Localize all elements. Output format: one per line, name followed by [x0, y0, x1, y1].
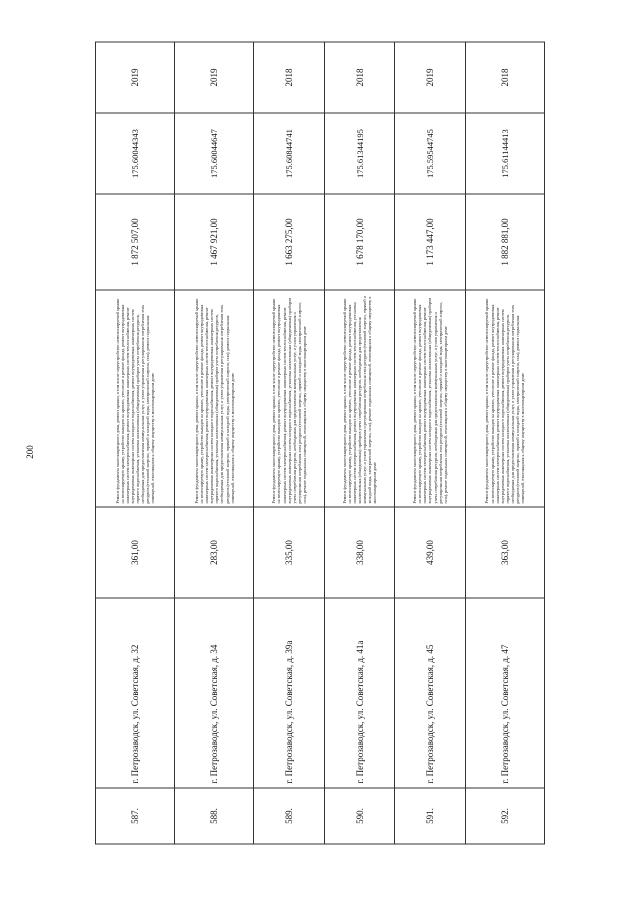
- unit-cost-value: 175.61344195: [324, 113, 394, 194]
- works-list: Ремонт фундамента многоквартирного дома, ремонт крыши, в том числе переустройство невентилируемой крыши на вентилируемую крышу, устройство выходов на кровлю, утепление и ремонт фасада, ремонт внутридомовых инженерных систем электроснабжения, ремонт внутридомовых инженерных систем теплоснабжения, ремонт внутридомовых инженерных систем холодного водоснабжения, установка коллективных (общедомовых) приборов учета потребления ресурсов, необходимых для предоставления коммунальных услуг, и узлов управления и регулирования потребления этих ресурсов (тепловой энергии, горячей и холодной воды, электрической энергии, газа), ремонт подвальных помещений, относящихся к общему имуществу в многоквартирном доме: [412, 297, 448, 504]
- area-value: 439,00: [395, 507, 465, 598]
- row-number: 592.: [465, 788, 544, 844]
- area-value: 361,00: [96, 507, 175, 598]
- cost-value: 1 882 881,00: [465, 194, 544, 290]
- works-list: Ремонт фундамента многоквартирного дома, ремонт крыши, в том числе переустройство невентилируемой крыши на вентилируемую крышу, устройство выходов на кровлю, утепление и ремонт фасада, ремонт внутридомовых инженерных систем электроснабжения, ремонт внутридомовых инженерных систем теплоснабжения, установка коллективных (общедомовых) приборов учета потребления ресурсов, необходимых для предоставления коммунальных услуг, и узлов управления и регулирования потребления этих ресурсов (тепловой энергии, горячей и холодной воды, электрической энергии, газа), ремонт подвальных помещений, относящихся к общему имуществу в многоквартирном доме: [341, 296, 378, 504]
- cost-value: 1 678 170,00: [324, 194, 394, 290]
- table-row: [96, 42, 175, 844]
- works-cell: [395, 290, 465, 507]
- house-address: г. Петрозаводск, ул. Советская, д. 32: [96, 598, 175, 788]
- works-list: Ремонт фундамента многоквартирного дома, ремонт крыши, в том числе переустройство невентилируемой крыши на вентилируемую крышу, устройство выходов на кровлю, утепление и ремонт фасада, ремонт внутридомовых инженерных систем электроснабжения, ремонт внутридомовых инженерных систем теплоснабжения, ремонт внутридомовых инженерных систем холодного водоснабжения, ремонт внутридомовых инженерных систем горячего водоснабжения, установка коллективных (общедомовых) приборов учета потребления ресурсов, необходимых для предоставления коммунальных услуг, и узлов управления и регулирования потребления этих ресурсов (тепловой энергии, горячей и холодной воды, электрической энергии, газа), ремонт подвальных помещений, относящихся к общему имуществу в многоквартирном доме: [484, 298, 526, 504]
- unit-cost-value: 175.59544745: [395, 113, 465, 194]
- house-address: г. Петрозаводск, ул. Советская, д. 41а: [324, 598, 394, 788]
- year-value: 2019: [96, 42, 175, 113]
- year-value: 2019: [395, 42, 465, 113]
- year-value: 2019: [175, 42, 254, 113]
- works-list: Ремонт фундамента многоквартирного дома, ремонт крыши, в том числе переустройство невентилируемой крыши на вентилируемую крышу, устройство выходов на кровлю, утепление и ремонт фасада, ремонт внутридомовых инженерных систем электроснабжения, ремонт внутридомовых инженерных систем теплоснабжения, ремонт внутридомовых инженерных систем холодного водоснабжения, ремонт внутридомовых инженерных систем горячего водоснабжения, установка коллективных (общедомовых) приборов учета потребления ресурсов, необходимых для предоставления коммунальных услуг, и узлов управления и регулирования потребления этих ресурсов (тепловой энергии, горячей и холодной воды, электрической энергии, газа), ремонт подвальных помещений, относящихся к общему имуществу в многоквартирном доме: [193, 298, 235, 504]
- area-value: 335,00: [254, 507, 324, 598]
- works-cell: [254, 290, 324, 507]
- row-number: 588.: [175, 788, 254, 844]
- area-value: 283,00: [175, 507, 254, 598]
- table-row: [465, 42, 544, 844]
- works-list: Ремонт фундамента многоквартирного дома, ремонт крыши, в том числе переустройство невентилируемой крыши на вентилируемую крышу, устройство выходов на кровлю, утепление и ремонт фасада, ремонт внутридомовых инженерных систем электроснабжения, ремонт внутридомовых инженерных систем теплоснабжения, ремонт внутридомовых инженерных систем холодного водоснабжения, установка коллективных (общедомовых) приборов учета потребления ресурсов, необходимых для предоставления коммунальных услуг, и узлов управления и регулирования потребления этих ресурсов (тепловой энергии, горячей и холодной воды, электрической энергии, газа), ремонт подвальных помещений, относящихся к общему имуществу в многоквартирном доме: [271, 297, 307, 504]
- row-number: 590.: [324, 788, 394, 844]
- works-cell: [324, 290, 394, 507]
- works-cell: [175, 290, 254, 507]
- year-value: 2018: [254, 42, 324, 113]
- works-list: Ремонт фундамента многоквартирного дома, ремонт крыши, в том числе переустройство невентилируемой крыши на вентилируемую крышу, устройство выходов на кровлю, утепление и ремонт фасада, ремонт внутридомовых инженерных систем электроснабжения, ремонт внутридомовых инженерных систем теплоснабжения, ремонт внутридомовых инженерных систем холодного водоснабжения, ремонт внутридомовых инженерных систем горячего водоснабжения, установка коллективных (общедомовых) приборов учета потребления ресурсов, необходимых для предоставления коммунальных услуг, и узлов управления и регулирования потребления этих ресурсов (тепловой энергии, горячей и холодной воды, электрической энергии, газа), ремонт подвальных помещений, относящихся к общему имуществу в многоквартирном доме: [114, 298, 156, 504]
- table-row: [254, 42, 324, 844]
- row-number: 587.: [96, 788, 175, 844]
- rotated-table-wrapper: [95, 60, 545, 845]
- house-address: г. Петрозаводск, ул. Советская, д. 45: [395, 598, 465, 788]
- house-address: г. Петрозаводск, ул. Советская, д. 34: [175, 598, 254, 788]
- table-row: [175, 42, 254, 844]
- cost-value: 1 663 275,00: [254, 194, 324, 290]
- unit-cost-value: 175.60844741: [254, 113, 324, 194]
- row-number: 589.: [254, 788, 324, 844]
- house-address: г. Петрозаводск, ул. Советская, д. 39а: [254, 598, 324, 788]
- works-cell: [465, 290, 544, 507]
- cost-value: 1 872 507,00: [96, 194, 175, 290]
- area-value: 338,00: [324, 507, 394, 598]
- area-value: 363,00: [465, 507, 544, 598]
- unit-cost-value: 175.60044343: [96, 113, 175, 194]
- works-cell: [96, 290, 175, 507]
- year-value: 2018: [465, 42, 544, 113]
- page-number: 200: [25, 445, 35, 459]
- cost-value: 1 173 447,00: [395, 194, 465, 290]
- year-value: 2018: [324, 42, 394, 113]
- table-row: [395, 42, 465, 844]
- table-row: [324, 42, 394, 844]
- row-number: 591.: [395, 788, 465, 844]
- unit-cost-value: 175.60044647: [175, 113, 254, 194]
- repair-program-table: [95, 42, 545, 845]
- unit-cost-value: 175.61144413: [465, 113, 544, 194]
- cost-value: 1 467 921,00: [175, 194, 254, 290]
- house-address: г. Петрозаводск, ул. Советская, д. 47: [465, 598, 544, 788]
